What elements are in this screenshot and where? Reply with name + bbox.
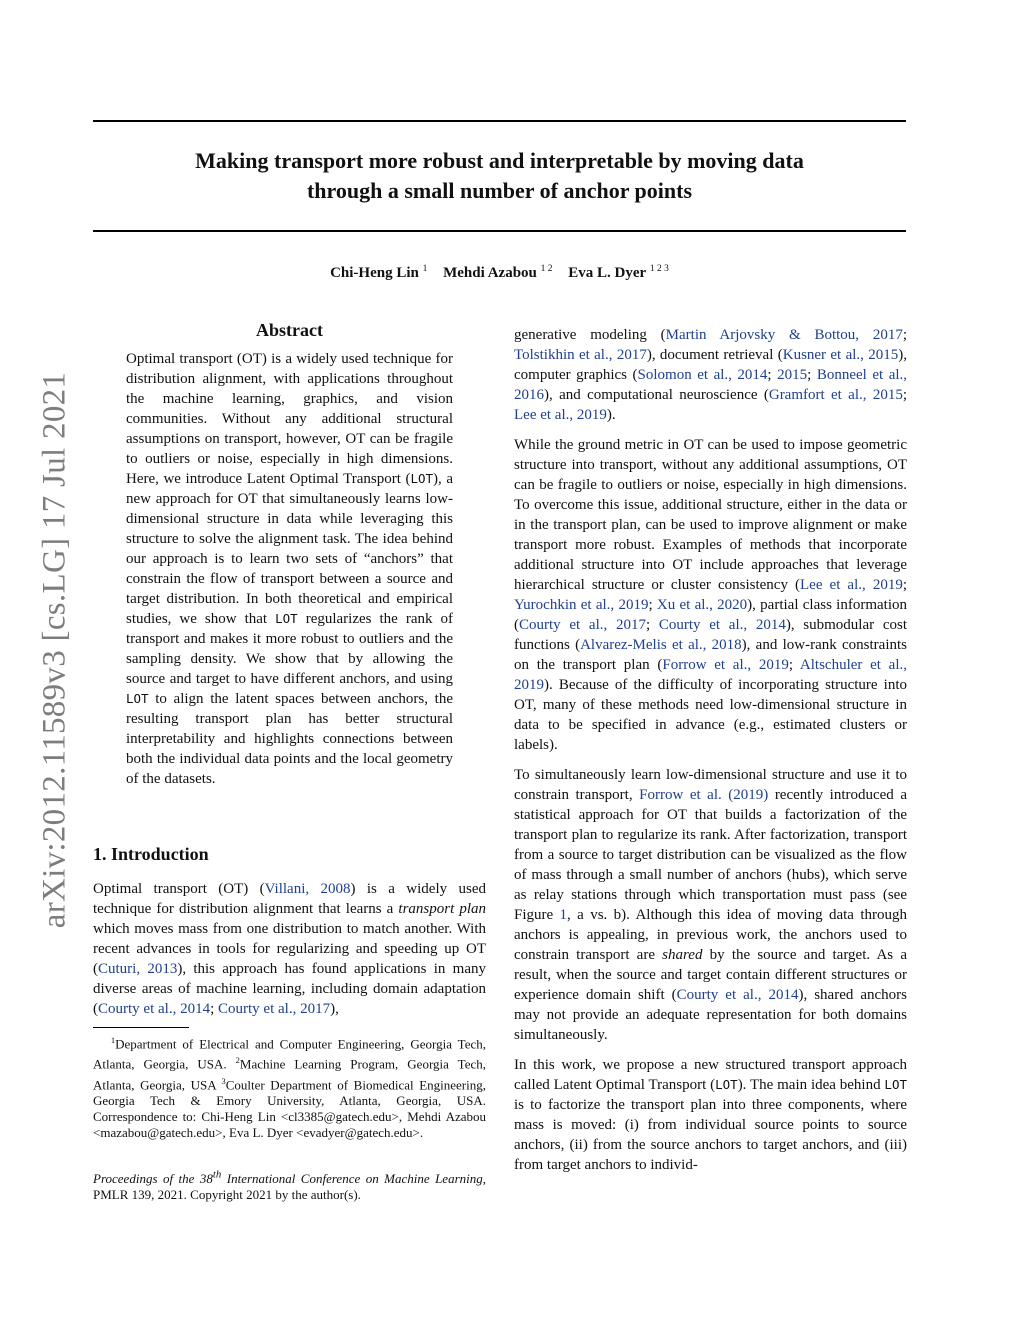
citation-link[interactable]: Courty et al., 2014 bbox=[676, 987, 799, 1003]
author-affiliation: 1 2 3 bbox=[649, 264, 669, 274]
citation-link[interactable]: Forrow et al. (2019) bbox=[639, 787, 769, 803]
author-name: Chi-Heng Lin bbox=[330, 265, 419, 281]
author-list bbox=[93, 264, 906, 282]
citation-link[interactable]: Yurochkin et al., 2019 bbox=[514, 597, 649, 613]
author-affiliation: 1 2 bbox=[540, 264, 553, 274]
arxiv-watermark: arXiv:2012.11589v3 [cs.LG] 17 Jul 2021 bbox=[36, 371, 73, 929]
affiliation-footnote: $^1$Department of Electrical and Computer Engineering, Georgia Tech, Atlanta, Georgia, USA. $^2$Machine Learning Program, Georgia Tech, Atlanta, Georgia, USA $^3$Coulter Department of Biomedical Engineering, Georgia Tech & Emory University, Atlanta, Georgia, USA. Correspondence to: Chi-Heng Lin <cl3385@gatech.edu>, Mehdi Azabou <mazabou@gatech.edu>, Eva L. Dyer <evadyer@gatech.edu>. bbox=[93, 1035, 487, 1140]
citation-link[interactable]: Gramfort et al., 2015 bbox=[768, 387, 903, 403]
footnote-rule bbox=[93, 1027, 189, 1028]
citation-link[interactable]: Courty et al., 2017 bbox=[218, 1001, 331, 1017]
introduction-text: Optimal transport (OT) (Villani, 2008) is a widely used technique for distribution alignment that learns a transport plan which moves mass from one distribution to match another. With recent advances in tools for regularizing and speeding up OT (Cuturi, 2013), this approach has found applications in many diverse areas of machine learning, including domain adaptation (Courty et al., 2014; Courty et al., 2017), bbox=[93, 881, 487, 1017]
right-column-text: generative modeling (Martin Arjovsky & Bottou, 2017; Tolstikhin et al., 2017), document retrieval (Kusner et al., 2015), computer graphics (Solomon et al., 2014; 2015; Bonneel et al., 2016), and computational neuroscience (Gramfort et al., 2015; Lee et al., 2019). While the ground metric in OT can be used to impose geometric structure into transport, without any additional assumptions, OT can be fragile to outliers or noise, especially in high dimensions. To overcome this issue, additional structure, either in the data or in the transport plan, can be used to improve alignment or make transport more robust. Examples of methods that incorporate additional structure into OT include approaches that leverage hierarchical structure or cluster consistency (Lee et al., 2019; Yurochkin et al., 2019; Xu et al., 2020), partial class information (Courty et al., 2017; Courty et al., 2014), submodular cost functions (Alvarez-Melis et al., 2018), and low-rank constraints on the transport plan (Forrow et al., 2019; Altschuler et al., 2019). Because of the difficulty of incorporating structure into OT, many of these methods need low-dimensional structure in data to be specified in advance (e.g., estimated clusters or labels). To simultaneously learn low-dimensional structure and use it to constrain transport, Forrow et al. (2019) recently introduced a statistical approach for OT that builds a factorization of the transport plan to regularize its rank. After factorization, transport from a source to target distribution can be visualized as the flow of mass through a small number of anchors (hubs), which serve as relay stations through which transportation must pass (see Figure 1, a vs. b). Although this idea of moving data through anchors is appealing, in previous work, the anchors used to constrain transport are shared by the source and target. As a result, when the source and target contain different structures or experience domain shift (Courty et al., 2014), shared anchors may not provide an adequate representation for both domains simultaneously. In this work, we propose a new structured transport approach called Latent Optimal Transport (LOT). The main idea behind LOT is to factorize the transport plan into three components, where mass is moved: (i) from individual source points to source anchors, (ii) from the source anchors to target anchors, and (iii) from target anchors to individ- bbox=[514, 327, 908, 1173]
citation-link[interactable]: Alvarez-Melis et al., 2018 bbox=[580, 637, 742, 653]
introduction-heading: 1. Introduction bbox=[93, 844, 209, 864]
abstract-text: Optimal transport (OT) is a widely used technique for distribution alignment, with applications throughout the machine learning, graphics, and vision communities. Without any additional structural assumptions on transport, however, OT can be fragile to outliers or noise, especially in high dimensions. Here, we introduce Latent Optimal Transport (LOT), a new approach for OT that simultaneously learns low-dimensional structure in data while leveraging this structure to solve the alignment task. The idea behind our approach is to learn two sets of “anchors” that constrain the flow of transport between a source and target distribution. In both theoretical and empirical studies, we show that LOT regularizes the rank of transport and makes it more robust to outliers and the sampling density. We show that by allowing the source and target to have different anchors, and using LOT to align the latent spaces between anchors, the resulting transport plan has better structural interpretability and highlights connections between both the individual data points and the local geometry of the datasets. bbox=[126, 351, 454, 787]
top-rule bbox=[93, 120, 906, 122]
citation-link[interactable]: Villani, 2008 bbox=[264, 881, 351, 897]
citation-link[interactable]: Solomon et al., 2014 bbox=[637, 367, 768, 383]
proceedings-note: Proceedings of the 38th International Conference on Machine Learning, PMLR 139, 2021. Copyright 2021 by the author(s). bbox=[93, 1169, 486, 1203]
citation-link[interactable]: Courty et al., 2017 bbox=[519, 617, 646, 633]
citation-link[interactable]: Kusner et al., 2015 bbox=[782, 347, 899, 363]
author-name: Mehdi Azabou bbox=[443, 265, 537, 281]
citation-link[interactable]: Forrow et al., 2019 bbox=[662, 657, 789, 673]
citation-link[interactable]: Martin Arjovsky & Bottou, 2017 bbox=[665, 327, 903, 343]
citation-link[interactable]: Lee et al., 2019 bbox=[514, 407, 607, 423]
citation-link[interactable]: Lee et al., 2019 bbox=[800, 577, 903, 593]
citation-link[interactable]: Courty et al., 2014 bbox=[658, 617, 786, 633]
citation-link[interactable]: Altschuler et al., 2019 bbox=[514, 657, 907, 693]
title-bottom-rule bbox=[93, 230, 906, 232]
paper-title: Making transport more robust and interpretable by moving data through a small number of anchor points bbox=[195, 148, 804, 203]
citation-link[interactable]: 2015 bbox=[777, 367, 808, 383]
citation-link[interactable]: Courty et al., 2014 bbox=[98, 1001, 211, 1017]
author-name: Eva L. Dyer bbox=[568, 265, 647, 281]
citation-link[interactable]: Tolstikhin et al., 2017 bbox=[514, 347, 647, 363]
abstract-heading: Abstract bbox=[256, 320, 323, 340]
citation-link[interactable]: Bonneel et al., 2016 bbox=[514, 367, 908, 403]
citation-link[interactable]: Xu et al., 2020 bbox=[656, 597, 748, 613]
author-affiliation: 1 bbox=[422, 264, 428, 274]
citation-link[interactable]: Cuturi, 2013 bbox=[98, 961, 178, 977]
figure-link[interactable]: 1 bbox=[559, 907, 568, 923]
